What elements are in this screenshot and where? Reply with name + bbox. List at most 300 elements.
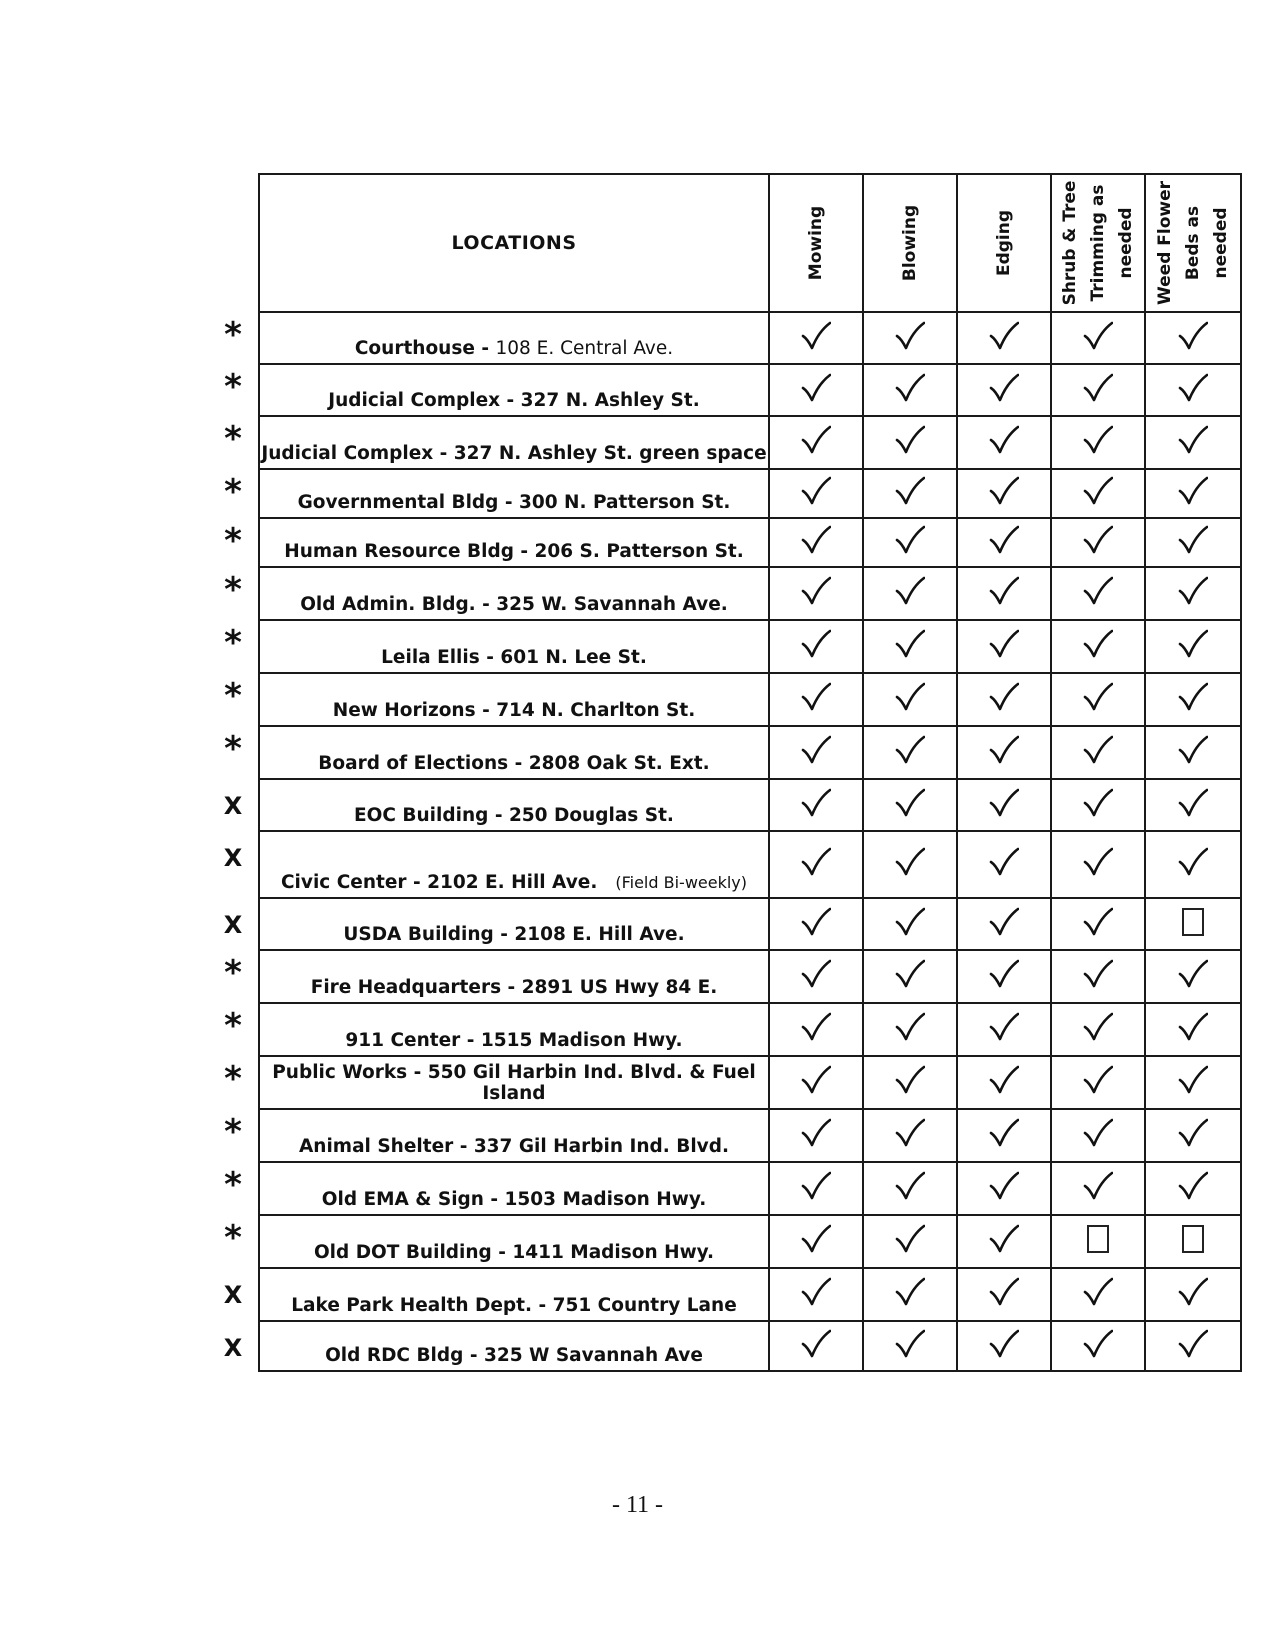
checkmark-icon [801,788,831,818]
checkmark-icon [1178,959,1208,989]
service-header-line: Shrub & Tree [1060,180,1080,306]
row-marker: * [224,472,242,512]
service-checked-cell [769,364,863,416]
checkmark-icon [989,1012,1019,1042]
service-checked-cell [1051,416,1145,469]
service-header-line: Trimming as [1088,184,1108,302]
checkmark-icon [1083,1329,1113,1359]
service-checked-cell [1145,1321,1241,1371]
table-row [259,1268,1241,1321]
row-marker: * [224,1165,242,1205]
checkmark-icon [895,682,925,712]
location-address: 550 Gil Harbin Ind. Blvd. & Fuel Island [427,1062,756,1104]
location-name: Civic Center [280,872,407,893]
location-name: Governmental Bldg [297,492,499,513]
location-address: 751 Country Lane [552,1295,737,1316]
location-name: Public Works [272,1062,408,1083]
table-row [259,416,1241,469]
checkmark-icon [989,476,1019,506]
checkmark-icon [1083,959,1113,989]
service-unchecked-cell [1145,1215,1241,1268]
checkmark-icon [801,1224,831,1254]
location-address: 327 N. Ashley St. [520,390,700,411]
table-row [259,518,1241,567]
checkmark-icon [989,425,1019,455]
location-cell: Old EMA & Sign - 1503 Madison Hwy. [259,1162,769,1215]
service-checked-cell [769,1268,863,1321]
service-checked-cell [957,1162,1051,1215]
checkmark-icon [1083,476,1113,506]
service-checked-cell [1145,1109,1241,1162]
service-checked-cell [863,831,957,898]
checkmark-icon [989,907,1019,937]
checkmark-icon [1083,682,1113,712]
checkmark-icon [1178,576,1208,606]
service-header-line: Edging [994,209,1014,277]
service-checked-cell [957,1268,1051,1321]
service-checked-cell [957,518,1051,567]
checkmark-icon [989,373,1019,403]
checkmark-icon [1178,476,1208,506]
location-name: Fire Headquarters [310,977,502,998]
location-address: 250 Douglas St. [508,805,674,826]
location-address: 325 W Savannah Ave [483,1345,703,1366]
checkmark-icon [895,1277,925,1307]
service-checked-cell [1145,726,1241,779]
table-row [259,726,1241,779]
table-row [259,779,1241,831]
table-row [259,1109,1241,1162]
location-cell: USDA Building - 2108 E. Hill Ave. [259,898,769,950]
service-checked-cell [863,1003,957,1056]
location-name: USDA Building [343,924,494,945]
row-marker: X [223,1281,243,1309]
checkmark-icon [1178,1118,1208,1148]
service-checked-cell [1051,567,1145,620]
location-address: 206 S. Patterson St. [534,541,744,562]
table-row [259,831,1241,898]
service-checked-cell [769,1109,863,1162]
empty-checkbox-icon [1182,1225,1204,1253]
checkmark-icon [801,735,831,765]
row-marker: * [224,953,242,993]
service-checked-cell [1145,364,1241,416]
service-checked-cell [769,1162,863,1215]
location-name: Old EMA & Sign [321,1189,484,1210]
service-checked-cell [1145,620,1241,673]
location-address: 601 N. Lee St. [500,647,647,668]
checkmark-icon [1083,735,1113,765]
service-checked-cell [1145,416,1241,469]
service-checked-cell [1051,779,1145,831]
location-cell: Human Resource Bldg - 206 S. Patterson St. [259,518,769,567]
service-checked-cell [1051,1003,1145,1056]
location-name: Old Admin. Bldg. [300,594,476,615]
row-marker: * [224,1112,242,1152]
row-marker: X [223,911,243,939]
service-checked-cell [957,416,1051,469]
service-header-line: Blowing [900,204,920,282]
service-checked-cell [769,518,863,567]
checkmark-icon [801,1171,831,1201]
service-checked-cell [1145,1162,1241,1215]
location-cell: Animal Shelter - 337 Gil Harbin Ind. Blvd. [259,1109,769,1162]
checkmark-icon [895,425,925,455]
service-checked-cell [1145,469,1241,518]
location-cell: Governmental Bldg - 300 N. Patterson St. [259,469,769,518]
checkmark-icon [895,847,925,877]
locations-header: LOCATIONS [259,174,769,312]
service-checked-cell [1051,312,1145,364]
service-checked-cell [1145,779,1241,831]
checkmark-icon [1178,373,1208,403]
checkmark-icon [1083,1118,1113,1148]
service-checked-cell [957,364,1051,416]
location-address: 1515 Madison Hwy. [480,1030,683,1051]
checkmark-icon [1178,1171,1208,1201]
service-checked-cell [1145,950,1241,1003]
row-marker: * [224,521,242,561]
location-cell: Civic Center - 2102 E. Hill Ave. (Field Bi-weekly) [259,831,769,898]
table-row [259,950,1241,1003]
table-row [259,469,1241,518]
service-checked-cell [957,1003,1051,1056]
table-row [259,1321,1241,1371]
service-unchecked-cell [1051,1215,1145,1268]
checkmark-icon [1083,321,1113,351]
service-checked-cell [863,1321,957,1371]
service-checked-cell [863,726,957,779]
service-checked-cell [957,779,1051,831]
location-address: 714 N. Charlton St. [496,700,696,721]
location-address: 337 Gil Harbin Ind. Blvd. [473,1136,730,1157]
checkmark-icon [989,788,1019,818]
checkmark-icon [1178,525,1208,555]
location-name: Old RDC Bldg [325,1345,464,1366]
location-cell: 911 Center - 1515 Madison Hwy. [259,1003,769,1056]
table-row [259,567,1241,620]
checkmark-icon [1178,788,1208,818]
service-header [863,174,957,312]
service-checked-cell [769,620,863,673]
row-marker: X [223,792,243,820]
checkmark-icon [989,576,1019,606]
service-checked-cell [1145,831,1241,898]
service-checked-cell [863,469,957,518]
checkmark-icon [895,476,925,506]
checkmark-icon [895,321,925,351]
service-header-line: Weed Flower [1155,180,1175,306]
row-marker: * [224,315,242,355]
checkmark-icon [1083,1171,1113,1201]
service-checked-cell [863,898,957,950]
checkmark-icon [801,373,831,403]
service-checked-cell [769,1056,863,1109]
checkmark-icon [895,525,925,555]
row-marker: * [224,419,242,459]
location-name: Judicial Complex [328,390,501,411]
empty-checkbox-icon [1087,1225,1109,1253]
service-checked-cell [957,673,1051,726]
service-header-line: Mowing [806,205,826,281]
location-address: 1503 Madison Hwy. [504,1189,707,1210]
checkmark-icon [895,735,925,765]
service-checked-cell [1051,1162,1145,1215]
service-header [957,174,1051,312]
checkmark-icon [801,525,831,555]
service-checked-cell [863,1056,957,1109]
checkmark-icon [801,476,831,506]
service-header [1051,174,1145,312]
service-checked-cell [863,1109,957,1162]
checkmark-icon [895,1118,925,1148]
service-checked-cell [769,831,863,898]
checkmark-icon [1178,1012,1208,1042]
service-checked-cell [1051,1109,1145,1162]
location-address: 325 W. Savannah Ave. [496,594,728,615]
location-name: Animal Shelter [298,1136,454,1157]
checkmark-icon [1178,425,1208,455]
table-row [259,312,1241,364]
service-header-line: needed [1211,207,1231,279]
checkmark-icon [1083,629,1113,659]
service-checked-cell [863,518,957,567]
table-row [259,364,1241,416]
checkmark-icon [1083,788,1113,818]
row-marker: * [224,1059,242,1099]
checkmark-icon [895,907,925,937]
checkmark-icon [989,735,1019,765]
service-checked-cell [1051,1321,1145,1371]
checkmark-icon [801,959,831,989]
checkmark-icon [1178,847,1208,877]
service-checked-cell [769,779,863,831]
table-row [259,1162,1241,1215]
checkmark-icon [801,1277,831,1307]
location-name: Old DOT Building [313,1242,492,1263]
location-cell: Judicial Complex - 327 N. Ashley St. [259,364,769,416]
checkmark-icon [895,959,925,989]
service-checked-cell [769,312,863,364]
location-address: 2102 E. Hill Ave. [427,872,598,893]
service-checked-cell [1145,567,1241,620]
row-marker: * [224,570,242,610]
table-row [259,1003,1241,1056]
row-marker: * [224,367,242,407]
checkmark-icon [989,847,1019,877]
checkmark-icon [1178,629,1208,659]
service-checked-cell [1145,1056,1241,1109]
location-name: Human Resource Bldg [284,541,514,562]
checkmark-icon [895,629,925,659]
service-checked-cell [769,950,863,1003]
checkmark-icon [1178,1329,1208,1359]
service-checked-cell [863,567,957,620]
service-checked-cell [957,1109,1051,1162]
service-checked-cell [1051,726,1145,779]
location-note: (Field Bi-weekly) [615,873,748,892]
service-checked-cell [1051,518,1145,567]
checkmark-icon [801,425,831,455]
service-checked-cell [1051,950,1145,1003]
location-address: 2808 Oak St. Ext. [528,753,710,774]
row-marker: X [223,844,243,872]
checkmark-icon [989,321,1019,351]
service-checked-cell [957,1056,1051,1109]
row-marker: * [224,623,242,663]
checkmark-icon [1083,1277,1113,1307]
location-cell: Board of Elections - 2808 Oak St. Ext. [259,726,769,779]
service-unchecked-cell [1145,898,1241,950]
checkmark-icon [801,1065,831,1095]
service-checked-cell [863,1215,957,1268]
location-name: Judicial Complex [261,443,434,464]
location-cell: Old RDC Bldg - 325 W Savannah Ave [259,1321,769,1371]
checkmark-icon [1178,1065,1208,1095]
service-checked-cell [769,1321,863,1371]
location-address: 2891 US Hwy 84 E. [521,977,718,998]
service-checked-cell [863,779,957,831]
service-checked-cell [769,898,863,950]
checkmark-icon [895,373,925,403]
service-checked-cell [957,898,1051,950]
service-checked-cell [863,950,957,1003]
location-address: 2108 E. Hill Ave. [514,924,685,945]
checkmark-icon [1178,321,1208,351]
service-checked-cell [1051,1056,1145,1109]
checkmark-icon [1083,847,1113,877]
page-number: - 11 - [611,1492,664,1518]
service-checked-cell [863,673,957,726]
checkmark-icon [1083,1065,1113,1095]
service-checked-cell [957,567,1051,620]
service-header-line: needed [1116,207,1136,279]
checkmark-icon [895,1065,925,1095]
location-cell: Public Works - 550 Gil Harbin Ind. Blvd. & Fuel Island [259,1056,769,1109]
checkmark-icon [1178,735,1208,765]
location-address: 300 N. Patterson St. [518,492,731,513]
service-checked-cell [1051,364,1145,416]
table-row [259,673,1241,726]
checkmark-icon [895,1012,925,1042]
checkmark-icon [895,788,925,818]
location-address: 108 E. Central Ave. [495,338,674,359]
checkmark-icon [989,1224,1019,1254]
service-checked-cell [769,726,863,779]
checkmark-icon [989,682,1019,712]
service-header-line: Beds as [1183,205,1203,281]
location-cell: Judicial Complex - 327 N. Ashley St. green space [259,416,769,469]
checkmark-icon [989,1329,1019,1359]
checkmark-icon [801,1118,831,1148]
empty-checkbox-icon [1182,908,1204,936]
table-row [259,1056,1241,1109]
service-header [1145,174,1241,312]
checkmark-icon [801,1012,831,1042]
location-name: Board of Elections [318,753,509,774]
location-cell: Courthouse - 108 E. Central Ave. [259,312,769,364]
service-checked-cell [1051,673,1145,726]
service-checked-cell [957,469,1051,518]
checkmark-icon [895,1224,925,1254]
checkmark-icon [989,959,1019,989]
location-address: 1411 Madison Hwy. [512,1242,715,1263]
location-cell: Lake Park Health Dept. - 751 Country Lane [259,1268,769,1321]
service-checked-cell [863,1162,957,1215]
location-cell: Fire Headquarters - 2891 US Hwy 84 E. [259,950,769,1003]
checkmark-icon [801,907,831,937]
location-cell: Old Admin. Bldg. - 325 W. Savannah Ave. [259,567,769,620]
checkmark-icon [1083,373,1113,403]
row-marker: * [224,729,242,769]
location-name: EOC Building [354,805,489,826]
service-checked-cell [1051,831,1145,898]
checkmark-icon [1083,525,1113,555]
checkmark-icon [801,682,831,712]
table-row [259,1215,1241,1268]
location-cell: EOC Building - 250 Douglas St. [259,779,769,831]
location-cell: New Horizons - 714 N. Charlton St. [259,673,769,726]
location-name: Lake Park Health Dept. [291,1295,533,1316]
checkmark-icon [1178,1277,1208,1307]
location-cell: Old DOT Building - 1411 Madison Hwy. [259,1215,769,1268]
location-name: New Horizons [332,700,476,721]
service-header [769,174,863,312]
service-checked-cell [1145,1268,1241,1321]
location-address: 327 N. Ashley St. green space [453,443,767,464]
service-checked-cell [863,1268,957,1321]
service-checked-cell [769,567,863,620]
table-row [259,898,1241,950]
row-marker: X [223,1334,243,1362]
checkmark-icon [1083,907,1113,937]
service-checked-cell [1145,312,1241,364]
checkmark-icon [895,1171,925,1201]
checkmark-icon [1083,1012,1113,1042]
service-checked-cell [863,364,957,416]
table-row [259,620,1241,673]
service-checked-cell [769,1003,863,1056]
checkmark-icon [989,1065,1019,1095]
checkmark-icon [1083,425,1113,455]
checkmark-icon [801,321,831,351]
checkmark-icon [989,1277,1019,1307]
service-checked-cell [1051,620,1145,673]
row-marker: * [224,1006,242,1046]
service-checked-cell [769,469,863,518]
service-checked-cell [769,416,863,469]
services-table [258,173,1242,1372]
service-checked-cell [957,1321,1051,1371]
checkmark-icon [801,576,831,606]
service-checked-cell [863,312,957,364]
checkmark-icon [801,629,831,659]
service-checked-cell [957,831,1051,898]
checkmark-icon [989,629,1019,659]
service-checked-cell [1051,469,1145,518]
service-checked-cell [1145,518,1241,567]
service-checked-cell [863,416,957,469]
service-checked-cell [957,950,1051,1003]
service-checked-cell [957,726,1051,779]
service-checked-cell [1145,673,1241,726]
location-name: Leila Ellis [381,647,480,668]
service-checked-cell [769,673,863,726]
checkmark-icon [989,1118,1019,1148]
service-checked-cell [1145,1003,1241,1056]
checkmark-icon [989,1171,1019,1201]
row-marker: * [224,1218,242,1258]
